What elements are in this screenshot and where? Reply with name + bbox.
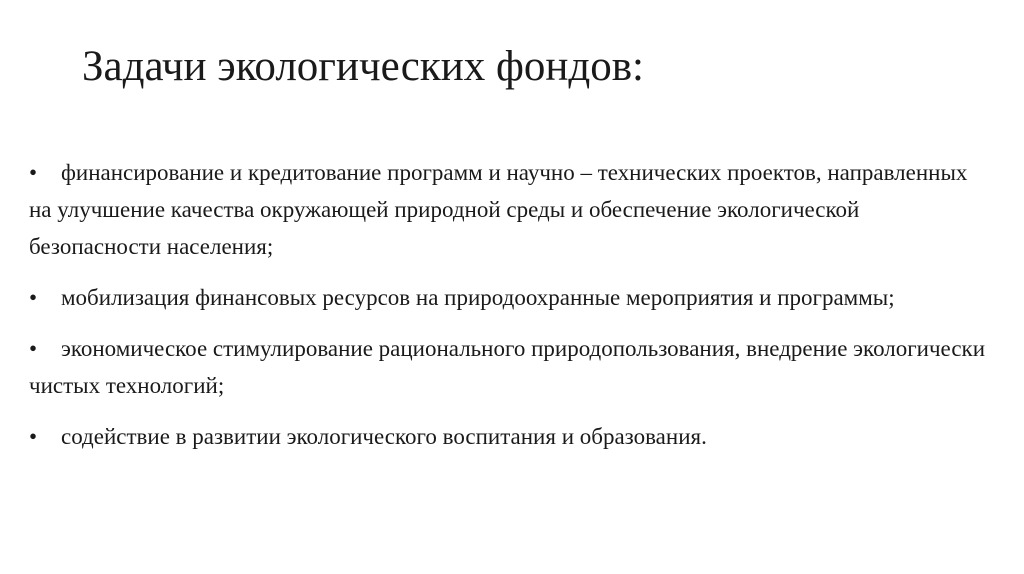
bullet-text: мобилизация финансовых ресурсов на природоохранные мероприятия и программы;	[61, 285, 895, 310]
bullet-item-education	[29, 418, 989, 455]
bullet-item-financing	[29, 154, 989, 265]
bullet-mark: •	[29, 160, 38, 185]
bullet-list	[29, 154, 989, 469]
bullet-text: содействие в развитии экологического воспитания и образования.	[61, 424, 707, 449]
bullet-mark: •	[29, 285, 38, 310]
bullet-item-mobilization	[29, 279, 989, 316]
slide-title: Задачи экологических фондов:	[82, 43, 644, 90]
bullet-mark: •	[29, 424, 38, 449]
bullet-item-stimulation	[29, 330, 989, 404]
bullet-mark: •	[29, 336, 38, 361]
bullet-text: финансирование и кредитование программ и научно – технических проектов, направленных на улучшение качества окружающей природной среды и обеспечение экологической безопасности населения;	[29, 160, 968, 259]
bullet-text: экономическое стимулирование рационального природопользования, внедрение экологически чистых технологий;	[29, 336, 986, 398]
